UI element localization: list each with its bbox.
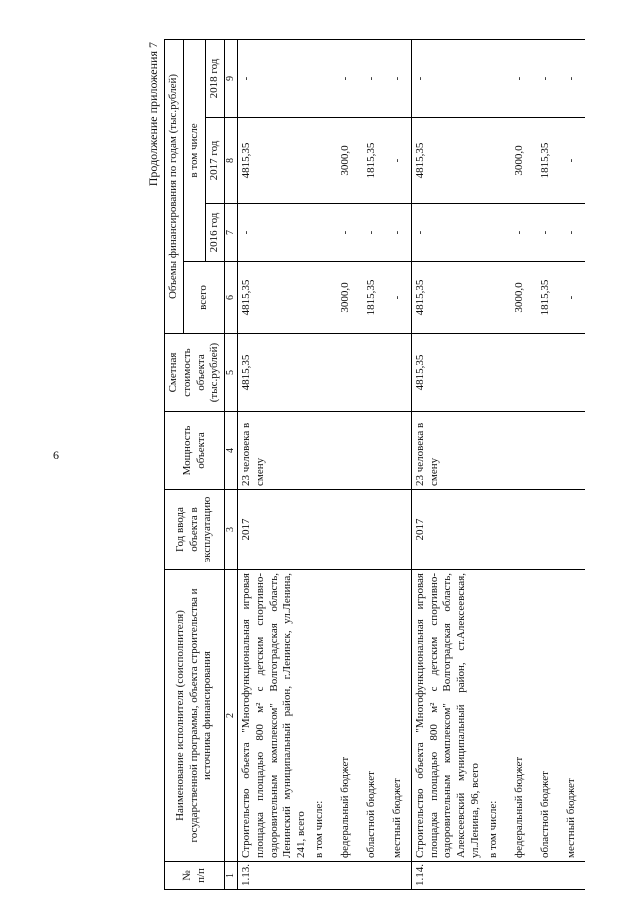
budget-label: областной бюджет bbox=[359, 570, 385, 862]
funding-total: 1815,35 bbox=[533, 262, 559, 334]
estimated-cost: 4815,35 bbox=[411, 334, 484, 412]
funding-2016: - bbox=[533, 204, 559, 262]
landscape-page bbox=[140, 40, 630, 890]
funding-2017: 4815,35 bbox=[411, 118, 484, 204]
object-name: Строительство объекта "Многофункциональная игровая площадка площадью 800 м² с детским спортивно-оздоровительным комплексом" Волгоградская область, Алексеевский муниципальный район, ст.Алексеевская, ул.Ленина, 96, всего bbox=[411, 570, 484, 862]
object-name: Строительство объекта "Многофункциональная игровая площадка площадью 800 м² с детским спортивно-оздоровительным комплексом" Волгоградская область, Ленинский муниципальный район, г.Ленинск, ул.Ленина, 241, всего bbox=[238, 570, 311, 862]
table-row bbox=[559, 39, 585, 889]
commission-year: 2017 bbox=[411, 490, 484, 570]
header-2016: 2016 год bbox=[206, 204, 225, 262]
continuation-note: Продолжение приложения 7 bbox=[146, 42, 160, 187]
header-cost: Сметная стоимость объекта (тыс.рублей) bbox=[165, 334, 225, 412]
funding-2018: - bbox=[333, 39, 359, 117]
page-number: 6 bbox=[53, 448, 59, 462]
budget-label: областной бюджет bbox=[533, 570, 559, 862]
table-row bbox=[359, 39, 385, 889]
object-capacity: 23 человека в смену bbox=[238, 412, 311, 490]
header-funding: Объемы финансирования по годам (тыс.рублей) bbox=[165, 39, 184, 333]
funding-2018: - bbox=[533, 39, 559, 117]
row-number: 1.13. bbox=[238, 862, 311, 890]
header-year: Год ввода объекта в эксплуатацию bbox=[165, 490, 225, 570]
budget-label: местный бюджет bbox=[559, 570, 585, 862]
including-label: в том числе: bbox=[485, 570, 507, 862]
funding-2018: - bbox=[359, 39, 385, 117]
row-number: 1.14. bbox=[411, 862, 484, 890]
budget-label: федеральный бюджет bbox=[507, 570, 533, 862]
header-total: всего bbox=[183, 262, 224, 334]
including-label: в том числе: bbox=[311, 570, 333, 862]
table-row bbox=[385, 39, 412, 889]
column-number: 8 bbox=[225, 118, 238, 204]
column-number: 2 bbox=[225, 570, 238, 862]
funding-2016: - bbox=[411, 204, 484, 262]
financing-table bbox=[164, 39, 585, 890]
funding-total: - bbox=[559, 262, 585, 334]
funding-2016: - bbox=[559, 204, 585, 262]
funding-2017: 1815,35 bbox=[359, 118, 385, 204]
header-2017: 2017 год bbox=[206, 118, 225, 204]
budget-label: федеральный бюджет bbox=[333, 570, 359, 862]
table-row bbox=[411, 39, 484, 889]
column-number: 1 bbox=[225, 862, 238, 890]
funding-2016: - bbox=[385, 204, 412, 262]
funding-2018: - bbox=[411, 39, 484, 117]
column-number: 6 bbox=[225, 262, 238, 334]
header-num: № п/п bbox=[165, 862, 225, 890]
funding-2016: - bbox=[359, 204, 385, 262]
table-row bbox=[507, 39, 533, 889]
header-2018: 2018 год bbox=[206, 39, 225, 117]
table-row bbox=[485, 39, 507, 889]
commission-year: 2017 bbox=[238, 490, 311, 570]
column-number: 3 bbox=[225, 490, 238, 570]
header-capacity: Мощность объекта bbox=[165, 412, 225, 490]
funding-2017: 1815,35 bbox=[533, 118, 559, 204]
funding-total: 1815,35 bbox=[359, 262, 385, 334]
budget-label: местный бюджет bbox=[385, 570, 412, 862]
funding-2017: - bbox=[385, 118, 412, 204]
header-name: Наименование исполнителя (соисполнителя) государственной программы, объекта строительства и источника финансирования bbox=[165, 570, 225, 862]
estimated-cost: 4815,35 bbox=[238, 334, 311, 412]
funding-2017: - bbox=[559, 118, 585, 204]
column-number: 7 bbox=[225, 204, 238, 262]
column-number: 4 bbox=[225, 412, 238, 490]
funding-total: - bbox=[385, 262, 412, 334]
funding-2016: - bbox=[333, 204, 359, 262]
header-including: в том числе bbox=[183, 39, 206, 261]
column-number: 5 bbox=[225, 334, 238, 412]
funding-total: 4815,35 bbox=[411, 262, 484, 334]
funding-2018: - bbox=[238, 39, 311, 117]
column-number: 9 bbox=[225, 39, 238, 117]
funding-2017: 3000,0 bbox=[507, 118, 533, 204]
table-row bbox=[238, 39, 311, 889]
column-number-row bbox=[225, 39, 238, 889]
funding-2017: 3000,0 bbox=[333, 118, 359, 204]
funding-2016: - bbox=[507, 204, 533, 262]
object-capacity: 23 человека в смену bbox=[411, 412, 484, 490]
funding-total: 4815,35 bbox=[238, 262, 311, 334]
table-row bbox=[533, 39, 559, 889]
funding-2018: - bbox=[385, 39, 412, 117]
funding-2016: - bbox=[238, 204, 311, 262]
funding-2017: 4815,35 bbox=[238, 118, 311, 204]
table-row bbox=[333, 39, 359, 889]
funding-total: 3000,0 bbox=[507, 262, 533, 334]
funding-2018: - bbox=[559, 39, 585, 117]
funding-2018: - bbox=[507, 39, 533, 117]
funding-total: 3000,0 bbox=[333, 262, 359, 334]
table-row bbox=[311, 39, 333, 889]
